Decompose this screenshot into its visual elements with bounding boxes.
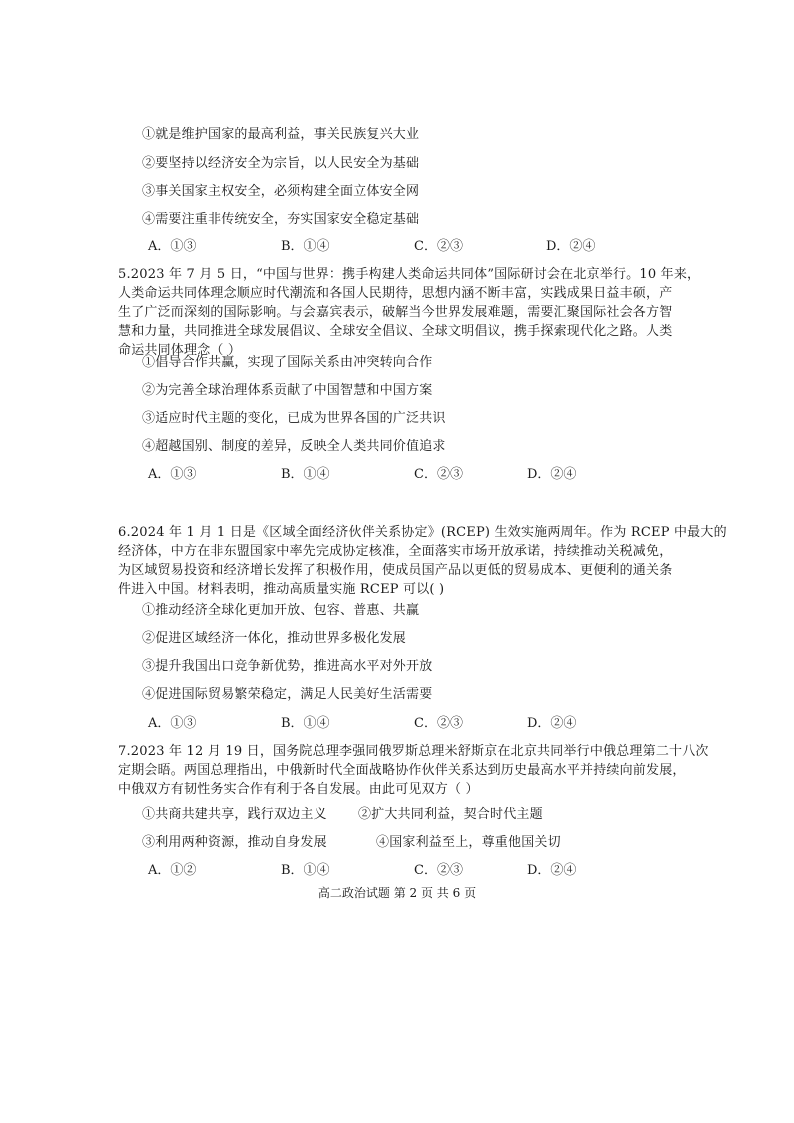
q5-stem-line-1: 5.2023 年 7 月 5 日，“中国与世界：携手构建人类命运共同体”国际研讨会在北京举行。10 年来， bbox=[118, 267, 701, 282]
q6-option-c: C．②③ bbox=[414, 716, 463, 731]
q4-option-a: A．①③ bbox=[148, 239, 197, 254]
q5-option-c: C．②③ bbox=[414, 467, 463, 482]
q7-item-3: ③利用两种资源，推动自身发展 bbox=[142, 835, 327, 850]
q4-item-3: ③事关国家主权安全，必须构建全面立体安全网 bbox=[142, 184, 420, 199]
q5-option-b: B．①④ bbox=[281, 467, 330, 482]
page-footer: 高二政治试题 第 2 页 共 6 页 bbox=[317, 886, 477, 900]
q6-stem-line-2: 经济体，中方在非东盟国家中率先完成协定核准，全面落实市场开放承诺，持续推动关税减免， bbox=[118, 544, 673, 559]
q6-item-1: ①推动经济全球化更加开放、包容、普惠、共赢 bbox=[142, 603, 420, 618]
q5-stem-line-4: 慧和力量，共同推进全球发展倡议、全球安全倡议、全球文明倡议，携手探索现代化之路。人类 bbox=[118, 324, 673, 339]
q5-item-2: ②为完善全球治理体系贡献了中国智慧和中国方案 bbox=[142, 383, 433, 398]
q6-stem-line-3: 为区域贸易投资和经济增长发挥了积极作用，使成员国产品以更低的贸易成本、更便利的通关条 bbox=[118, 563, 673, 578]
q6-item-4: ④促进国际贸易繁荣稳定，满足人民美好生活需要 bbox=[142, 687, 433, 702]
q7-stem-line-2: 定期会晤。两国总理指出，中俄新时代全面战略协作伙伴关系达到历史最高水平并持续向前发展， bbox=[118, 763, 686, 778]
q5-item-1: ①倡导合作共赢，实现了国际关系由冲突转向合作 bbox=[142, 355, 433, 370]
q6-option-d: D．②④ bbox=[527, 716, 577, 731]
q7-item-2: ②扩大共同利益，契合时代主题 bbox=[358, 807, 543, 822]
q7-stem-line-1: 7.2023 年 12 月 19 日，国务院总理李强同俄罗斯总理米舒斯京在北京共同举行中俄总理第二十八次 bbox=[118, 744, 709, 759]
q7-option-d: D．②④ bbox=[527, 863, 577, 878]
q7-item-4: ④国家利益至上，尊重他国关切 bbox=[376, 835, 561, 850]
q6-item-3: ③提升我国出口竞争新优势，推进高水平对外开放 bbox=[142, 659, 433, 674]
q6-stem-line-4: 件进入中国。材料表明，推动高质量实施 RCEP 可以( ) bbox=[118, 582, 445, 597]
q7-option-a: A．①② bbox=[148, 863, 197, 878]
q5-item-4: ④超越国别、制度的差异，反映全人类共同价值追求 bbox=[142, 439, 446, 454]
q4-item-2: ②要坚持以经济安全为宗旨，以人民安全为基础 bbox=[142, 156, 420, 171]
q5-stem-line-2: 人类命运共同体理念顺应时代潮流和各国人民期待，思想内涵不断丰富，实践成果日益丰硕，产 bbox=[118, 286, 673, 301]
q5-stem-line-5: 命运共同体理念（ ） bbox=[118, 343, 242, 358]
q4-item-4: ④需要注重非传统安全，夯实国家安全稳定基础 bbox=[142, 212, 420, 227]
q4-option-d: D．②④ bbox=[546, 239, 596, 254]
q5-option-a: A．①③ bbox=[148, 467, 197, 482]
q6-option-a: A．①③ bbox=[148, 716, 197, 731]
q7-stem-line-3: 中俄双方有韧性务实合作有利于各自发展。由此可见双方（ ） bbox=[118, 782, 479, 797]
q5-item-3: ③适应时代主题的变化，已成为世界各国的广泛共识 bbox=[142, 411, 446, 426]
q7-option-c: C．②③ bbox=[414, 863, 463, 878]
q7-option-b: B．①④ bbox=[281, 863, 330, 878]
q6-stem-line-1: 6.2024 年 1 月 1 日是《区域全面经济伙伴关系协定》(RCEP) 生效实施两周年。作为 RCEP 中最大的 bbox=[118, 525, 727, 540]
q6-item-2: ②促进区域经济一体化，推动世界多极化发展 bbox=[142, 631, 407, 646]
q4-option-b: B．①④ bbox=[281, 239, 330, 254]
q5-option-d: D．②④ bbox=[527, 467, 577, 482]
q6-option-b: B．①④ bbox=[281, 716, 330, 731]
q4-option-c: C．②③ bbox=[414, 239, 463, 254]
q4-item-1: ①就是维护国家的最高利益，事关民族复兴大业 bbox=[142, 127, 420, 142]
q5-stem-line-3: 生了广泛而深刻的国际影响。与会嘉宾表示，破解当今世界发展难题，需要汇聚国际社会各方智 bbox=[118, 305, 673, 320]
q7-item-1: ①共商共建共享，践行双边主义 bbox=[142, 807, 327, 822]
